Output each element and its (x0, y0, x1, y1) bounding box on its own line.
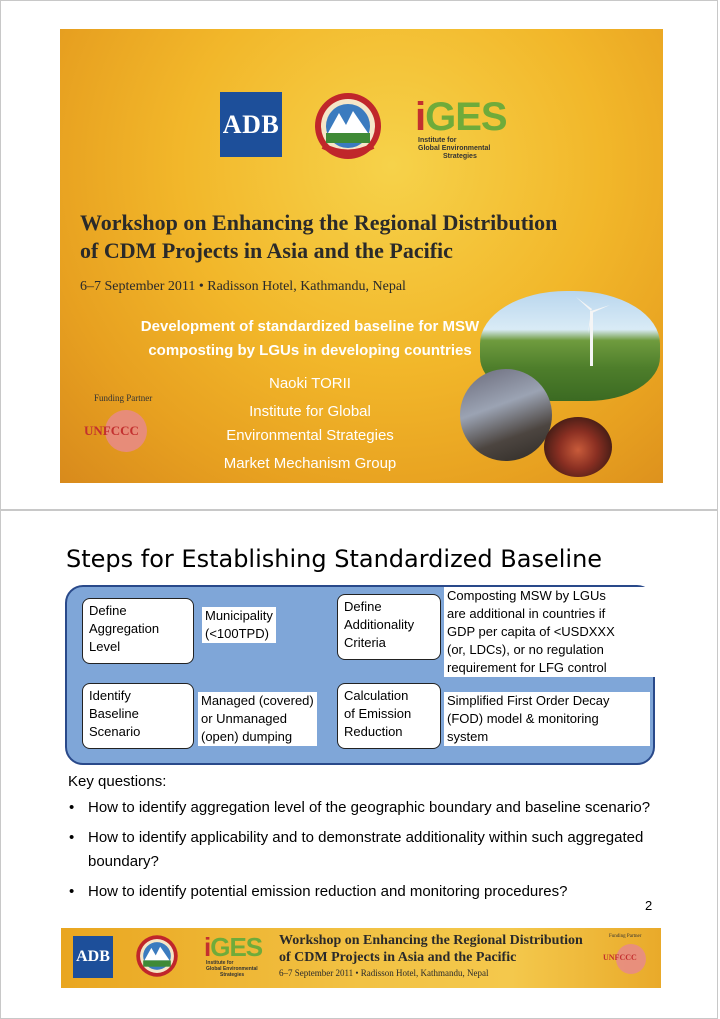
nepal-seal-logo (313, 91, 383, 161)
iges-logo-sub-1: Institute for (206, 960, 234, 966)
step-define-aggregation (82, 598, 194, 664)
footer-title-line-2: of CDM Projects in Asia and the Pacific (279, 950, 517, 965)
step-label-line: of Emission (344, 706, 412, 721)
slide-frame-1 (0, 0, 718, 510)
step-label-line: Identify (89, 688, 131, 703)
iges-logo-word: GES (210, 932, 263, 962)
presentation-title-line-2: composting by LGUs in developing countries (148, 342, 472, 359)
step-label-line: Criteria (344, 635, 386, 650)
bullet-icon: • (69, 883, 75, 900)
bullet-icon: • (69, 829, 75, 846)
unfccc-logo (84, 407, 154, 453)
workshop-date: 6–7 September 2011 • Radisson Hotel, Kathmandu, Nepal (80, 279, 406, 294)
list-item (66, 880, 656, 904)
note-line: requirement for LFG control (447, 660, 607, 675)
group-name: Market Mechanism Group (223, 455, 397, 472)
iges-logo-initial: i (204, 932, 211, 962)
burning-waste-photo (544, 417, 612, 477)
funding-partner-label: Funding Partner (94, 393, 153, 403)
footer-banner (61, 928, 661, 988)
note-line: Managed (covered) (201, 693, 314, 708)
iges-logo-word: GES (425, 95, 507, 139)
fod-model-note (444, 692, 650, 746)
step-identify-baseline (82, 683, 194, 749)
note-line: system (447, 729, 489, 744)
key-questions-list (66, 796, 656, 910)
note-line: GDP per capita of <USDXXX (447, 624, 615, 639)
iges-logo-sub-2: Global Environmental (418, 145, 491, 152)
question-text: How to identify potential emission reduction and monitoring procedures? (88, 883, 568, 900)
iges-logo-sub-3: Strategies (443, 153, 477, 160)
presentation-title (100, 315, 520, 363)
step-label-line: Define (344, 599, 382, 614)
organization-line-2: Environmental Strategies (226, 427, 394, 444)
footer-funding-label: Funding Partner (609, 934, 642, 939)
iges-logo (415, 97, 507, 161)
iges-logo (204, 934, 262, 978)
workshop-title-line-2: of CDM Projects in Asia and the Pacific (80, 238, 453, 263)
note-line: are additional in countries if (447, 606, 606, 621)
key-questions-heading: Key questions: (68, 773, 167, 790)
note-line: Composting MSW by LGUs (447, 588, 606, 603)
iges-logo-initial: i (415, 95, 426, 139)
step-label-line: Aggregation (89, 621, 160, 636)
workshop-title-line-1: Workshop on Enhancing the Regional Distribution (80, 210, 558, 235)
step-label-line: Additionality (344, 617, 415, 632)
bullet-icon: • (69, 799, 75, 816)
author-name: Naoki TORII (269, 375, 351, 392)
footer-workshop-title (279, 932, 583, 966)
adb-logo: ADB (73, 936, 113, 978)
unfccc-logo-text: UNFCCC (603, 953, 637, 962)
note-line: (<100TPD) (205, 626, 269, 641)
dumping-note (198, 692, 317, 746)
presentation-title-line-1: Development of standardized baseline for MSW (140, 318, 480, 335)
note-line: Municipality (205, 608, 273, 623)
step-label-line: Scenario (89, 724, 141, 739)
slide-title: Steps for Establishing Standardized Baseline (66, 545, 603, 573)
footer-workshop-date: 6–7 September 2011 • Radisson Hotel, Kathmandu, Nepal (279, 968, 489, 978)
nepal-seal-logo (135, 934, 179, 978)
workshop-title (80, 209, 557, 265)
step-calculate-emission-reduction (337, 683, 441, 749)
iges-logo-sub-1: Institute for (418, 137, 457, 144)
note-line: (FOD) model & monitoring (447, 711, 599, 726)
note-line: (open) dumping (201, 729, 293, 744)
note-line: (or, LDCs), or no regulation (447, 642, 604, 657)
composting-additionality-note (444, 587, 656, 677)
step-label-line: Baseline (89, 706, 139, 721)
unfccc-logo (603, 942, 649, 976)
step-label-line: Calculation (344, 688, 409, 703)
municipality-note (202, 607, 276, 643)
question-text: How to identify applicability and to demonstrate additionality within such aggregated boundary? (88, 829, 644, 870)
iges-logo-sub-2: Global Environmental (206, 966, 258, 972)
footer-title-line-1: Workshop on Enhancing the Regional Distribution (279, 933, 583, 948)
list-item (66, 826, 656, 874)
list-item (66, 796, 656, 820)
step-label-line: Reduction (344, 724, 403, 739)
iges-logo-sub-3: Strategies (220, 972, 245, 978)
step-label-line: Level (89, 639, 121, 654)
organization-line-1: Institute for Global (249, 403, 371, 420)
note-line: or Unmanaged (201, 711, 287, 726)
adb-logo: ADB (220, 92, 282, 157)
page-number: 2 (645, 898, 653, 913)
question-text: How to identify aggregation level of the geographic boundary and baseline scenario? (88, 799, 651, 816)
unfccc-logo-text: UNFCCC (84, 423, 139, 438)
title-slide (60, 29, 663, 483)
note-line: Simplified First Order Decay (447, 693, 610, 708)
step-define-additionality (337, 594, 441, 660)
step-label-line: Define (89, 603, 127, 618)
